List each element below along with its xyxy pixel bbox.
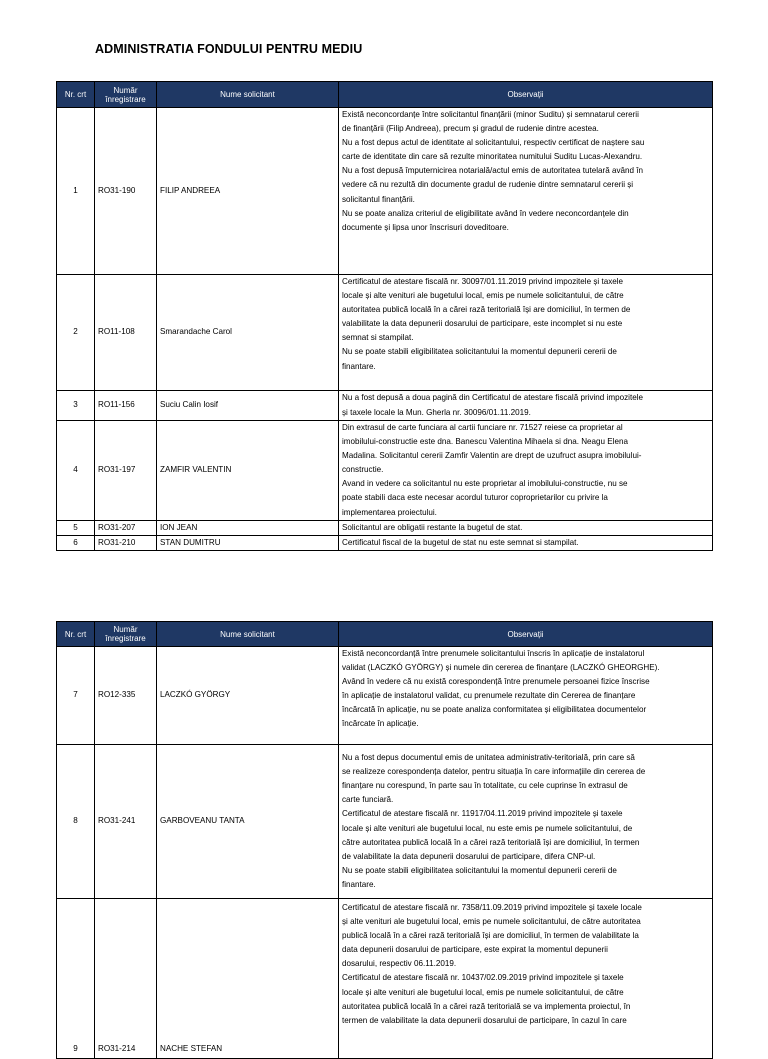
table-row bbox=[57, 899, 713, 1059]
header-nume-solicitant: Nume solicitant bbox=[157, 82, 339, 108]
observation-line: locale și alte venituri ale bugetului local, nu este emis pe numele solicitantului, de bbox=[342, 823, 633, 833]
row-numar: RO11-156 bbox=[95, 391, 157, 421]
observation-line: Certificatul de atestare fiscală nr. 30097/01.11.2019 privind impozitele și taxele bbox=[342, 277, 624, 286]
observation-line: documente și lipsa unor înscrisuri doveditoare. bbox=[342, 222, 509, 232]
header-nr-crt: Nr. crt bbox=[57, 82, 95, 108]
row-nr: 9 bbox=[57, 899, 95, 1059]
observation-line: încărcată în aplicație, nu se poate analiza conformitatea și eligibilitatea documentelor bbox=[342, 705, 647, 715]
observation-line: vedere că nu rezultă din documente gradul de rudenie dintre semnatarul cererii și bbox=[342, 180, 634, 190]
table-header-row bbox=[57, 82, 713, 108]
row-nr: 6 bbox=[57, 535, 95, 550]
row-nr: 5 bbox=[57, 520, 95, 535]
row-observatii bbox=[339, 535, 713, 550]
row-observatii bbox=[339, 108, 713, 275]
observation-line: Certificatul de atestare fiscală nr. 10437/02.09.2019 privind impozitele și taxele bbox=[342, 973, 624, 983]
row-nr: 2 bbox=[57, 275, 95, 391]
row-nume: GARBOVEANU TANTA bbox=[157, 745, 339, 899]
row-nr: 7 bbox=[57, 647, 95, 745]
observation-line: Nu se poate stabili eligibilitatea solicitantului la momentul depunerii cererii de bbox=[342, 865, 617, 875]
row-numar: RO12-335 bbox=[95, 647, 157, 745]
observation-line: locale și alte venituri ale bugetului local, emis pe numele solicitantului, de către bbox=[342, 987, 624, 997]
row-numar: RO31-190 bbox=[95, 108, 157, 275]
row-observatii bbox=[339, 391, 713, 421]
observation-line: și alte venituri ale bugetului local, emis pe numele solicitantului, de către autoritatea bbox=[342, 917, 641, 927]
observation-line: poate stabili daca este necesar acordul tuturor coproprietarilor cu privire la bbox=[342, 493, 608, 503]
row-nume: ZAMFIR VALENTIN bbox=[157, 421, 339, 521]
observation-line: Avand in vedere ca solicitantul nu este proprietar al imobilului-constructie, nu se bbox=[342, 479, 628, 489]
row-nume: FILIP ANDREEA bbox=[157, 108, 339, 275]
table-row bbox=[57, 745, 713, 899]
observation-line: finantare. bbox=[342, 361, 376, 371]
row-observatii bbox=[339, 421, 713, 521]
table-row bbox=[57, 108, 713, 275]
observation-line: publică locală în a cărei rază teritorială își are domiciliul, în termen de valabilitate la bbox=[342, 931, 639, 941]
observation-line: implementarea proiectului. bbox=[342, 507, 437, 517]
observation-line: încărcate în aplicație. bbox=[342, 719, 419, 729]
observation-line: Există neconcordanțe între solicitantul finanțării (minor Suditu) și semnatarul cererii bbox=[342, 110, 639, 119]
observation-line: Nu a fost depusă împuternicirea notarială/actul emis de autoritatea tutelară având în bbox=[342, 166, 643, 176]
observation-line: autoritatea publică locală în a cărei rază teritorială se va implementa proiectul, în bbox=[342, 1001, 631, 1011]
row-nr: 8 bbox=[57, 745, 95, 899]
observation-line: imobilului-constructie este dna. Banescu Valentina Mihaela si dna. Neagu Elena bbox=[342, 437, 628, 447]
row-nume: Suciu Calin Iosif bbox=[157, 391, 339, 421]
observation-line: Solicitantul are obligatii restante la bugetul de stat. bbox=[342, 522, 523, 532]
observation-line: constructie. bbox=[342, 465, 384, 475]
observation-line: se realizeze corespondența datelor, pentru situația în care informațiile din cererea de bbox=[342, 767, 646, 777]
row-nr: 3 bbox=[57, 391, 95, 421]
row-nr: 4 bbox=[57, 421, 95, 521]
observation-line: de valabilitate la data depunerii dosarului de participare, difera CNP-ul. bbox=[342, 851, 596, 861]
header-observatii: Observații bbox=[339, 622, 713, 647]
observation-line: Având în vedere că nu există corespondență între prenumele persoanei fizice înscrise bbox=[342, 677, 650, 687]
observation-line: Madalina. Solicitantul cererii Zamfir Valentin are drept de uzufruct asupra imobilului- bbox=[342, 451, 642, 461]
row-observatii bbox=[339, 899, 713, 1059]
observation-line: carte funciară. bbox=[342, 795, 394, 805]
observation-line: de finanțării (Filip Andreea), precum și gradul de rudenie dintre acestea. bbox=[342, 124, 599, 134]
row-observatii bbox=[339, 647, 713, 745]
observation-line: dosarului, respectiv 06.11.2019. bbox=[342, 959, 457, 969]
row-observatii bbox=[339, 275, 713, 391]
observation-line: valabilitate la data depunerii dosarului de participare, este incomplet si nu este bbox=[342, 319, 623, 329]
table-row bbox=[57, 421, 713, 521]
row-nume: Smarandache Carol bbox=[157, 275, 339, 391]
row-observatii bbox=[339, 520, 713, 535]
observation-line: Există neconcordanță între prenumele solicitantului înscris în aplicație de instalatorul bbox=[342, 649, 645, 658]
observation-line: Certificatul de atestare fiscală nr. 11917/04.11.2019 privind impozitele și taxele bbox=[342, 809, 623, 819]
row-nr: 1 bbox=[57, 108, 95, 275]
row-observatii bbox=[339, 745, 713, 899]
header-observatii: Observații bbox=[339, 82, 713, 108]
table-row bbox=[57, 535, 713, 550]
row-numar: RO31-210 bbox=[95, 535, 157, 550]
observation-line: Nu a fost depusă a doua pagină din Certificatul de atestare fiscală privind impozitele bbox=[342, 393, 643, 403]
observations-table-2 bbox=[56, 621, 713, 1059]
header-numar-inregistrare: Număr înregistrare bbox=[95, 622, 157, 647]
row-numar: RO11-108 bbox=[95, 275, 157, 391]
table-row bbox=[57, 391, 713, 421]
observation-line: locale și alte venituri ale bugetului local, emis pe numele solicitantului, de către bbox=[342, 291, 624, 301]
observation-line: Certificatul fiscal de la bugetul de stat nu este semnat si stampilat. bbox=[342, 537, 579, 547]
table-header-row bbox=[57, 622, 713, 647]
observations-table-1 bbox=[56, 81, 713, 551]
row-numar: RO31-207 bbox=[95, 520, 157, 535]
header-numar-inregistrare: Număr înregistrare bbox=[95, 82, 157, 108]
observation-line: Certificatul de atestare fiscală nr. 7358/11.09.2019 privind impozitele și taxele locale bbox=[342, 903, 642, 912]
observation-line: data depunerii dosarului de participare, este expirat la momentul depunerii bbox=[342, 945, 608, 955]
document-title: ADMINISTRATIA FONDULUI PENTRU MEDIU bbox=[95, 42, 363, 56]
table-row bbox=[57, 647, 713, 745]
observation-line: validat (LACZKÓ GYÖRGY) și numele din cererea de finanțare (LACZKÓ GHEORGHE). bbox=[342, 663, 660, 673]
row-nume: STAN DUMITRU bbox=[157, 535, 339, 550]
observation-line: Nu se poate stabili eligibilitatea solicitantului la momentul depunerii cererii de bbox=[342, 347, 617, 357]
row-numar: RO31-214 bbox=[95, 899, 157, 1059]
observation-line: solicitantul finanțării. bbox=[342, 194, 415, 204]
observation-line: către autoritatea publică locală în a cărei rază teritorială își are domiciliul, în termen bbox=[342, 837, 640, 847]
observation-line: Nu a fost depus actul de identitate al solicitantului, respectiv certificat de naștere sau bbox=[342, 138, 645, 148]
observation-line: și taxele locale la Mun. Gherla nr. 30096/01.11.2019. bbox=[342, 407, 531, 417]
observation-line: Nu se poate analiza criteriul de eligibilitate având în vedere neconcordanțele din bbox=[342, 208, 629, 218]
observation-line: semnat si stampilat. bbox=[342, 333, 414, 343]
observation-line: termen de valabilitate la data depunerii dosarului de participare, în cazul în care bbox=[342, 1015, 627, 1025]
row-nume: NACHE STEFAN bbox=[157, 899, 339, 1059]
observation-line: Nu a fost depus documentul emis de unitatea administrativ-teritorială, prin care să bbox=[342, 753, 635, 763]
row-numar: RO31-197 bbox=[95, 421, 157, 521]
header-nume-solicitant: Nume solicitant bbox=[157, 622, 339, 647]
row-nume: ION JEAN bbox=[157, 520, 339, 535]
table-row bbox=[57, 520, 713, 535]
table-row bbox=[57, 275, 713, 391]
observation-line: finantare. bbox=[342, 879, 376, 889]
header-nr-crt: Nr. crt bbox=[57, 622, 95, 647]
observation-line: finanțare nu corespund, în parte sau în totalitate, cu cele cuprinse în extrasul de bbox=[342, 781, 628, 791]
row-nume: LACZKÓ GYÖRGY bbox=[157, 647, 339, 745]
observation-line: Din extrasul de carte funciara al cartii funciare nr. 71527 reiese ca proprietar al bbox=[342, 423, 623, 432]
observation-line: autoritatea publică locală în a cărei rază teritorială își are domiciliul, în termen de bbox=[342, 305, 631, 315]
observation-line: carte de identitate din care să rezulte minoritatea numitului Suditu Lucas-Alexandru. bbox=[342, 152, 643, 162]
row-numar: RO31-241 bbox=[95, 745, 157, 899]
observation-line: în aplicație de instalatorul validat, cu prenumele rezultate din Cererea de finanțare bbox=[342, 691, 636, 701]
